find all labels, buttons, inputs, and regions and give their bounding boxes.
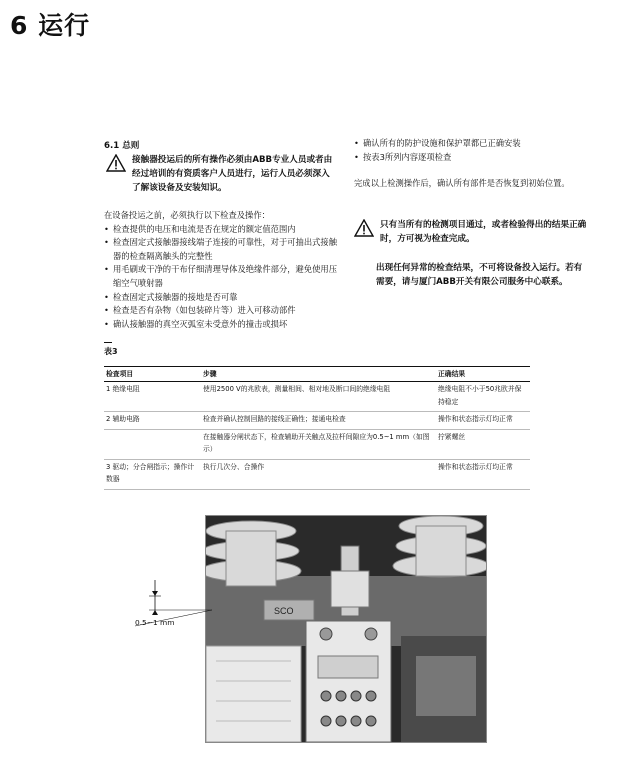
table-cell: 绝缘电阻不小于50兆欧并保持稳定 [438, 385, 522, 406]
notice-text: 出现任何异常的检查结果，不可将设备投入运行。若有需要，请与厦门ABB开关有限公司服务中心联系。 [376, 263, 583, 287]
table-header-cell: 正确结果 [436, 367, 530, 382]
dimension-label: 0.5~1 mm [135, 618, 175, 627]
list-item: • 检查固定式接触器接线端子连接的可靠性，对于可抽出式接触器的检查隔离触头的完整性 [104, 236, 340, 263]
table-label-text: 表3 [104, 347, 118, 356]
table-header-cell: 检查项目 [104, 367, 201, 382]
table-header-cell: 步骤 [201, 367, 436, 382]
table-cell [104, 429, 201, 459]
photo-label: SCO [274, 606, 294, 616]
right-check-list [354, 137, 590, 164]
contactor-illustration [206, 516, 486, 742]
table-row [104, 412, 530, 430]
check-table [104, 366, 530, 490]
table-cell: 检查并确认控制回路的接线正确性；接通电检查 [201, 412, 436, 430]
completion-paragraph: 完成以上检测操作后，确认所有部件是否恢复到初始位置。 [354, 178, 570, 189]
list-item: • 确认接触器的真空灭弧室未受意外的撞击或损坏 [104, 318, 340, 332]
table-label-rule [104, 342, 112, 343]
right-column [354, 137, 590, 191]
chapter-title: 6 运行 [10, 11, 91, 40]
list-item: • 按表3所列内容逐项检查 [354, 151, 590, 165]
list-item: • 检查是否有杂物（如包装碎片等）进入可移动部件 [104, 304, 340, 318]
table-cell: 操作和状态指示灯均正常 [436, 459, 530, 489]
list-item: • 确认所有的防护设施和保护罩都已正确安装 [354, 137, 590, 151]
table-cell: 3 驱动；分合闸指示；操作计数器 [104, 459, 201, 489]
table-label [104, 342, 118, 357]
table-row [104, 429, 530, 459]
pre-check-intro: 在设备投运之前，必须执行以下检查及操作： [104, 210, 270, 220]
pre-check-list [104, 223, 340, 332]
table-cell: 执行几次分、合操作 [201, 459, 436, 489]
list-item: • 检查提供的电压和电流是否在规定的额定值范围内 [104, 223, 340, 237]
warning-box [106, 153, 338, 195]
table-cell: 在接触器分闸状态下，检查辅助开关触点及拉杆间隙应为0.5~1 mm（如图示） [201, 429, 436, 459]
list-item: • 检查固定式接触器的接地是否可靠 [104, 291, 340, 305]
list-item: • 用毛刷或干净的干布仔细清理导体及绝缘件部分，避免使用压缩空气喷射器 [104, 263, 340, 290]
table-row [104, 382, 530, 412]
warning-triangle-icon [354, 219, 374, 237]
table-cell: 拧紧螺丝 [436, 429, 530, 459]
section-heading: 6.1 总则 [104, 141, 140, 151]
table-cell: 使用2500 V的兆欧表，测量相间、相对地及断口间的绝缘电阻 [203, 385, 391, 393]
warning-box [354, 218, 590, 246]
warning-triangle-icon [106, 154, 126, 172]
pre-check-block [104, 209, 340, 331]
table-row [104, 459, 530, 489]
warning-text: 只有当所有的检测项目通过，或者检验得出的结果正确时，方可视为检查完成。 [380, 220, 587, 244]
table-cell: 1 绝缘电阻 [106, 385, 140, 393]
table-cell: 2 辅助电路 [104, 412, 201, 430]
dimension-callout [130, 580, 212, 640]
contactor-photo [205, 515, 487, 743]
table-header-row [104, 367, 530, 382]
table-cell: 操作和状态指示灯均正常 [436, 412, 530, 430]
warning-text: 接触器投运后的所有操作必须由ABB专业人员或者由经过培训的有资质客户人员进行，运行人员必须深入了解该设备及安装知识。 [132, 155, 333, 193]
